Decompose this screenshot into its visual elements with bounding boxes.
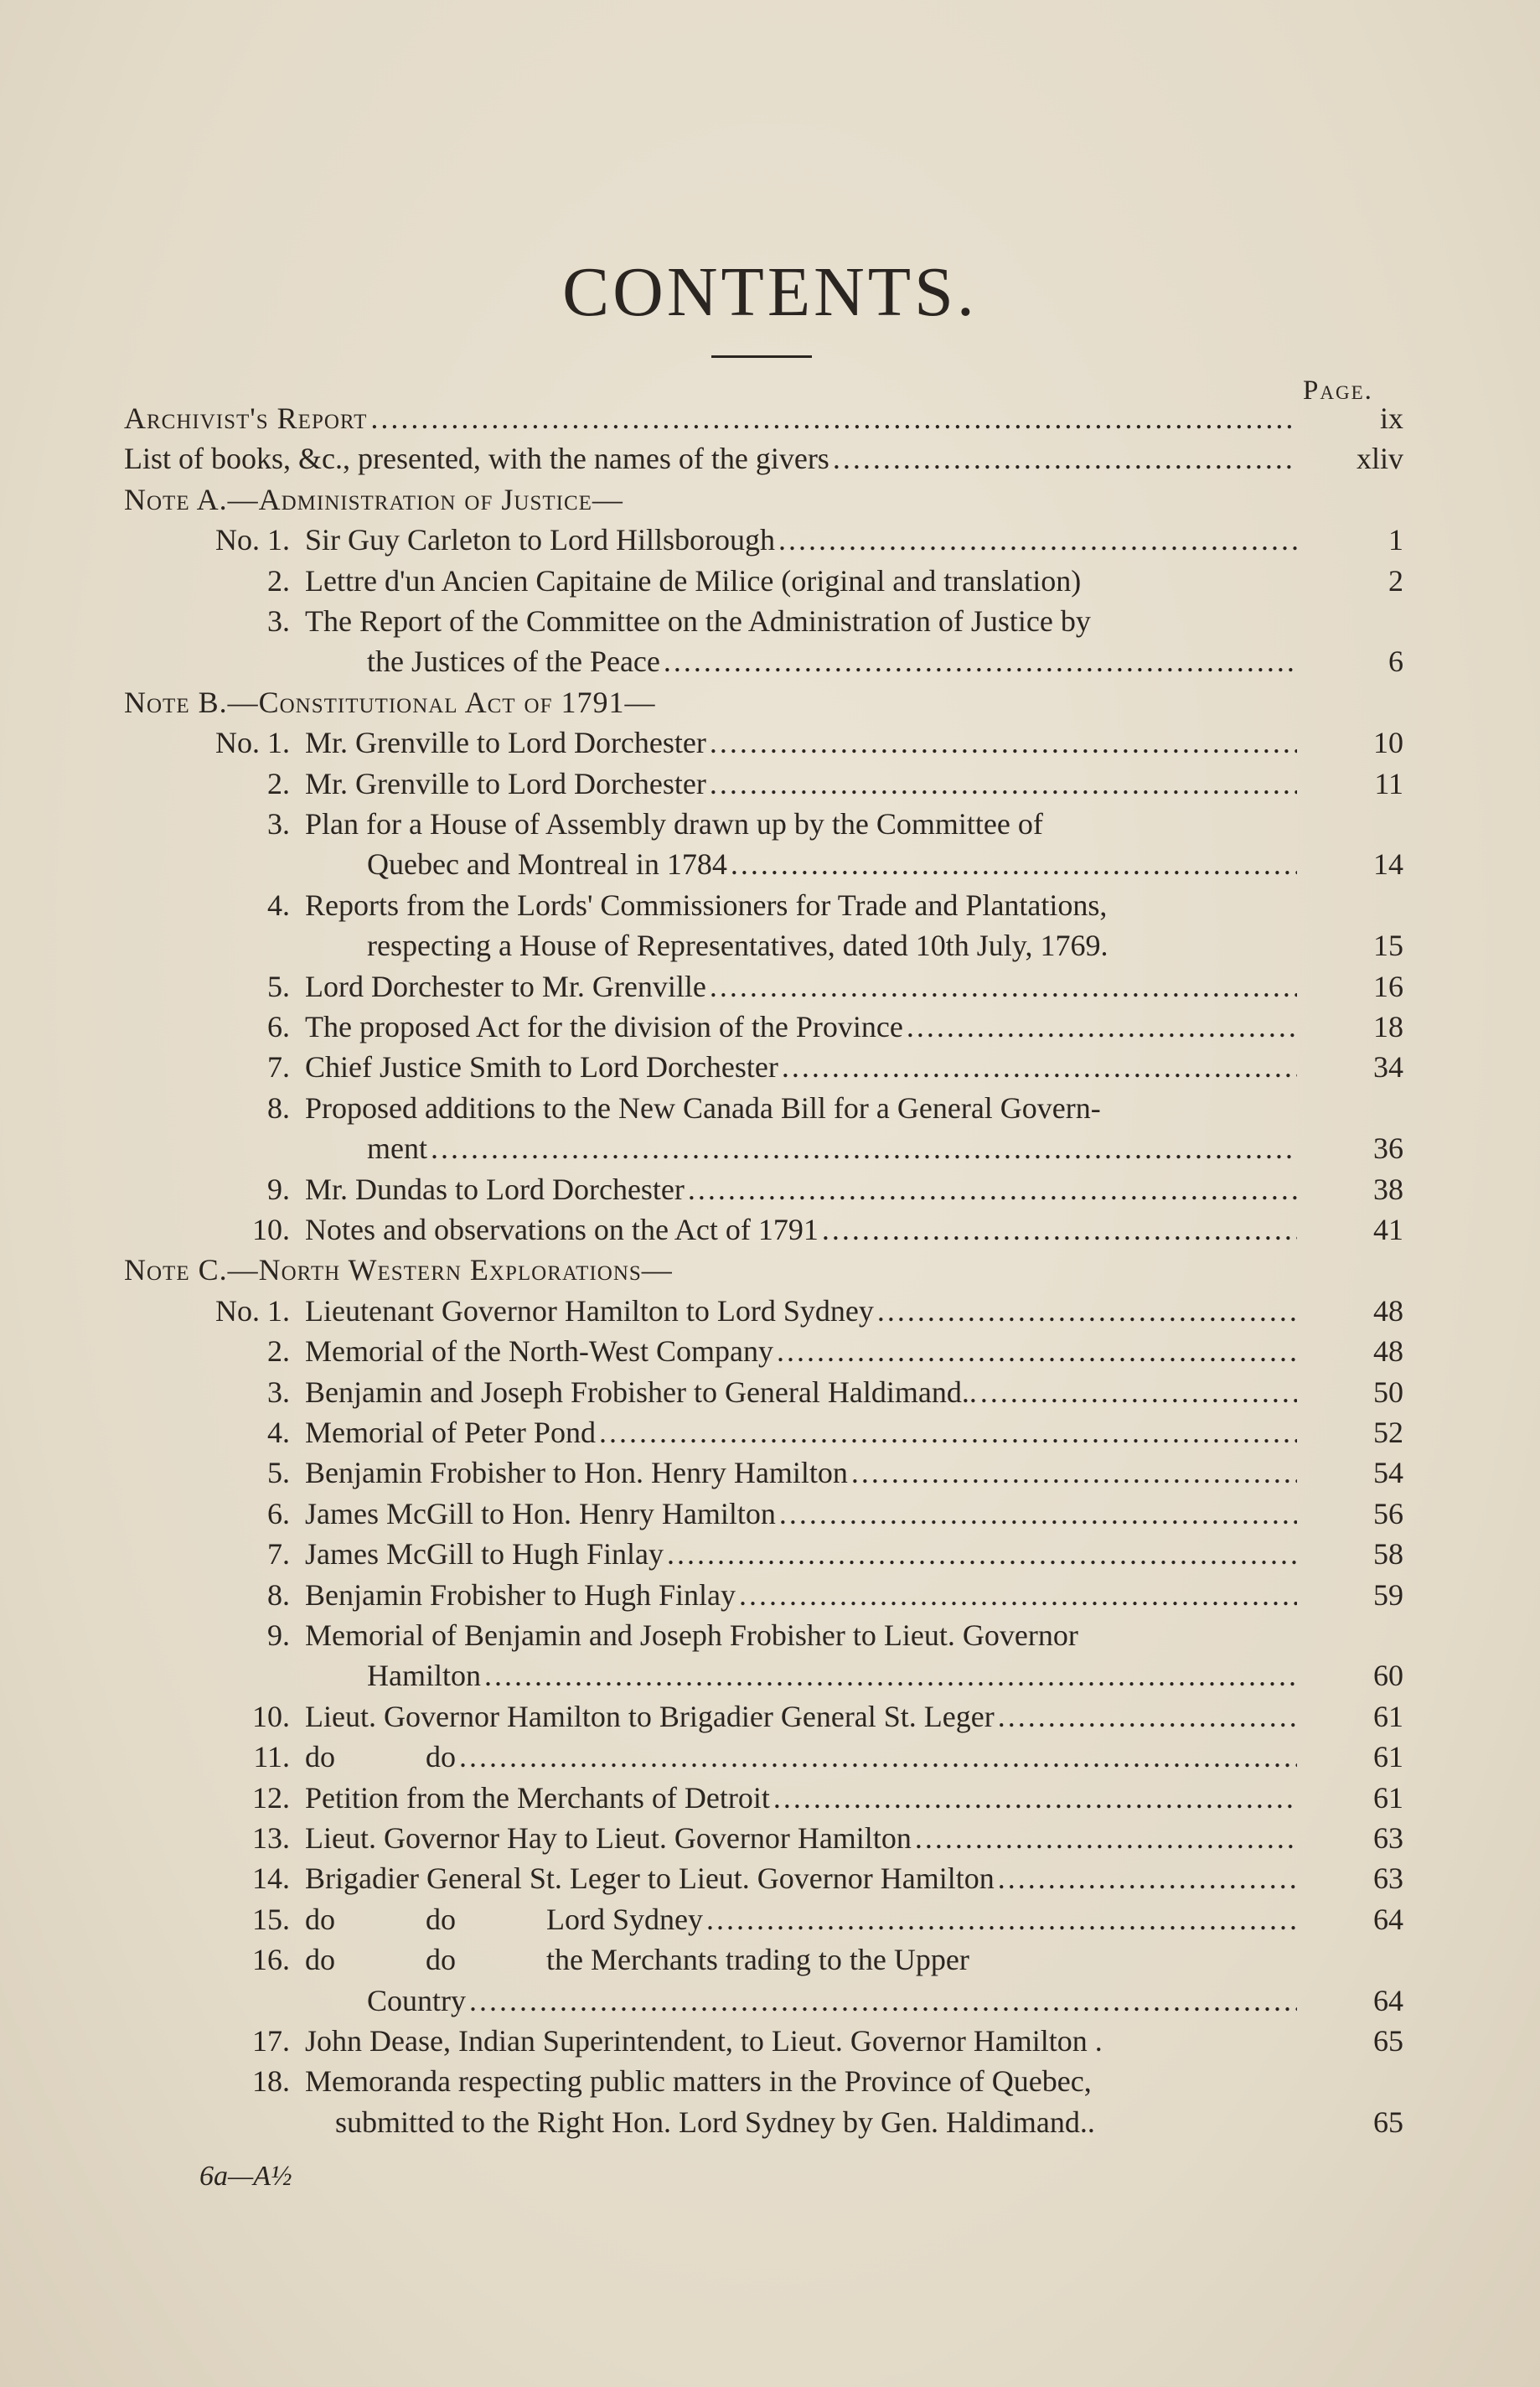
- dot-leader: [664, 1535, 1297, 1573]
- toc-entry: [305, 1737, 1297, 1776]
- toc-entry-number: 9.: [267, 1173, 290, 1206]
- toc-entry-number: 2.: [267, 1334, 290, 1368]
- toc-entry-title: The proposed Act for the division of the Province: [305, 1010, 903, 1043]
- toc-entry: [305, 1779, 1297, 1817]
- toc-entry-number: 10.: [252, 1213, 290, 1246]
- dot-leader: [481, 1656, 1297, 1695]
- dot-leader: [736, 1576, 1297, 1614]
- toc-entry: [305, 520, 1297, 559]
- toc-section-heading: [124, 683, 1297, 722]
- toc-entry: [305, 1292, 1297, 1330]
- toc-entry-title: Hamilton: [367, 1659, 481, 1692]
- toc-entry-title: Lieut. Governor Hay to Lieut. Governor Hamilton: [305, 1821, 912, 1855]
- toc-page-number: 41: [1373, 1213, 1403, 1246]
- toc-entry: [305, 1453, 1297, 1492]
- toc-entry: [305, 1819, 1297, 1857]
- toc-entry-number: 15.: [252, 1903, 290, 1936]
- toc-entry-title: Note A.—Administration of Justice—: [124, 483, 623, 516]
- dot-leader: [874, 1292, 1297, 1330]
- toc-entry-title: Notes and observations on the Act of 1791: [305, 1213, 819, 1246]
- toc-page-number: 59: [1373, 1578, 1403, 1612]
- toc-entry-title: Mr. Dundas to Lord Dorchester: [305, 1173, 685, 1206]
- toc-page-number: 14: [1373, 847, 1403, 881]
- toc-page-number: 11: [1374, 767, 1403, 800]
- toc-entry-number: 7.: [267, 1050, 290, 1084]
- dot-leader: [776, 1494, 1297, 1533]
- toc-entry-title: Lieut. Governor Hamilton to Brigadier General St. Leger: [305, 1700, 995, 1733]
- dot-leader: [995, 1859, 1297, 1898]
- toc-page-number: 1: [1388, 523, 1403, 557]
- toc-page-number: 6: [1388, 645, 1403, 678]
- toc-entry-number: 2.: [267, 564, 290, 598]
- toc-entry: [305, 602, 1297, 640]
- toc-entry: [305, 2022, 1297, 2060]
- toc-page-number: 50: [1373, 1375, 1403, 1409]
- toc-entry: [367, 1129, 1297, 1168]
- toc-page-number: 34: [1373, 1050, 1403, 1084]
- toc-entry-number: 14.: [252, 1861, 290, 1895]
- page-title: CONTENTS.: [562, 253, 978, 331]
- toc-entry: [305, 1535, 1297, 1573]
- toc-entry: [305, 764, 1297, 803]
- dot-leader: [685, 1170, 1297, 1209]
- toc-page-number: 2: [1388, 564, 1403, 598]
- toc-entry-number: 8.: [267, 1578, 290, 1612]
- toc-entry: [367, 845, 1297, 883]
- toc-entry-number: 9.: [267, 1618, 290, 1652]
- toc-entry-title: Quebec and Montreal in 1784: [367, 847, 727, 881]
- signature-mark: 6a—A½: [199, 2161, 292, 2192]
- toc-entry-title: Note B.—Constitutional Act of 1791—: [124, 686, 656, 719]
- toc-page-number: 64: [1373, 1903, 1403, 1936]
- dot-leader: [819, 1210, 1297, 1249]
- toc-entry: [305, 1210, 1297, 1249]
- toc-entry-number: 5.: [267, 1456, 290, 1489]
- toc-page-number: 56: [1373, 1497, 1403, 1530]
- toc-entry-number: 6.: [267, 1497, 290, 1530]
- toc-entry-title: John Dease, Indian Superintendent, to Lieut. Governor Hamilton .: [305, 2024, 1103, 2058]
- toc-entry-number: 4.: [267, 888, 290, 922]
- toc-entry-number: 7.: [267, 1537, 290, 1571]
- toc-page-number: 65: [1373, 2105, 1403, 2139]
- toc-section-heading: [124, 439, 1297, 478]
- toc-page-number: 36: [1373, 1131, 1403, 1165]
- toc-entry-number: 6.: [267, 1010, 290, 1043]
- toc-entry-title: Brigadier General St. Leger to Lieut. Governor Hamilton: [305, 1861, 995, 1895]
- toc-entry-title: Benjamin Frobisher to Hugh Finlay: [305, 1578, 736, 1612]
- toc-entry-number: 13.: [252, 1821, 290, 1855]
- toc-entry: [367, 1656, 1297, 1695]
- toc-entry-title: List of books, &c., presented, with the names of the givers: [124, 442, 829, 475]
- toc-entry-number: 10.: [252, 1700, 290, 1733]
- toc-page-number: 63: [1373, 1861, 1403, 1895]
- toc-entry-title: Archivist's Report: [124, 401, 368, 435]
- toc-entry-title: Note C.—North Western Explorations—: [124, 1253, 673, 1287]
- toc-entry-title: ment: [367, 1131, 427, 1165]
- toc-page-number: 38: [1373, 1173, 1403, 1206]
- toc-entry-title: The Report of the Committee on the Administration of Justice by: [305, 604, 1091, 638]
- dot-leader: [778, 1048, 1297, 1086]
- toc-entry: [305, 1616, 1297, 1654]
- toc-entry-number: 4.: [267, 1416, 290, 1449]
- dot-leader: [706, 967, 1297, 1006]
- toc-entry: [305, 1494, 1297, 1533]
- toc-entry-number: No. 1.: [215, 523, 290, 557]
- toc-entry-title: Proposed additions to the New Canada Bill for a General Govern-: [305, 1091, 1101, 1125]
- toc-entry-title: do do Lord Sydney: [305, 1903, 703, 1936]
- toc-entry: [305, 1576, 1297, 1614]
- dot-leader: [848, 1453, 1297, 1492]
- toc-page-number: 61: [1373, 1700, 1403, 1733]
- toc-page-number: 63: [1373, 1821, 1403, 1855]
- toc-entry-title: Memoranda respecting public matters in the Province of Quebec,: [305, 2064, 1092, 2098]
- toc-page-number: 61: [1373, 1740, 1403, 1773]
- toc-page-number: 16: [1373, 970, 1403, 1003]
- toc-entry-number: 17.: [252, 2024, 290, 2058]
- toc-entry-title: do do the Merchants trading to the Upper: [305, 1943, 969, 1976]
- toc-section-heading: [124, 480, 1297, 519]
- toc-entry-number: No. 1.: [215, 1294, 290, 1328]
- toc-entry-number: 18.: [252, 2064, 290, 2098]
- toc-section-heading: [124, 399, 1297, 438]
- toc-entry: [305, 967, 1297, 1006]
- toc-entry-title: Benjamin and Joseph Frobisher to General Haldimand..: [305, 1375, 977, 1409]
- dot-leader: [703, 1900, 1297, 1939]
- toc-entry: [335, 2103, 1297, 2141]
- toc-entry: [305, 1859, 1297, 1898]
- toc-entry-number: 5.: [267, 970, 290, 1003]
- toc-entry-title: Memorial of Benjamin and Joseph Frobisher to Lieut. Governor: [305, 1618, 1078, 1652]
- toc-page-number: 52: [1373, 1416, 1403, 1449]
- toc-page-number: 15: [1373, 929, 1403, 962]
- toc-entry: [305, 562, 1297, 600]
- toc-entry-number: 11.: [253, 1740, 290, 1773]
- toc-entry-title: Memorial of Peter Pond: [305, 1416, 596, 1449]
- toc-entry: [305, 1900, 1297, 1939]
- dot-leader: [706, 723, 1297, 762]
- toc-entry-title: Lord Dorchester to Mr. Grenville: [305, 970, 706, 1003]
- toc-entry-title: the Justices of the Peace: [367, 645, 660, 678]
- toc-entry-title: Benjamin Frobisher to Hon. Henry Hamilton: [305, 1456, 848, 1489]
- toc-entry: [367, 926, 1297, 965]
- toc-entry: [305, 805, 1297, 843]
- toc-page-number: 10: [1373, 726, 1403, 759]
- toc-page-number: 48: [1373, 1294, 1403, 1328]
- toc-entry-title: Mr. Grenville to Lord Dorchester: [305, 767, 706, 800]
- toc-page-number: 58: [1373, 1537, 1403, 1571]
- dot-leader: [596, 1413, 1297, 1452]
- dot-leader: [427, 1129, 1297, 1168]
- toc-entry-title: respecting a House of Representatives, dated 10th July, 1769.: [367, 929, 1108, 962]
- toc-entry-number: 2.: [267, 767, 290, 800]
- dot-leader: [367, 399, 1297, 438]
- dot-leader: [770, 1779, 1297, 1817]
- dot-leader: [995, 1697, 1297, 1736]
- toc-entry-number: 16.: [252, 1943, 290, 1976]
- toc-entry-title: Lettre d'un Ancien Capitaine de Milice (original and translation): [305, 564, 1082, 598]
- toc-entry-title: James McGill to Hon. Henry Hamilton: [305, 1497, 776, 1530]
- toc-entry: [305, 886, 1297, 924]
- toc-entry-title: Memorial of the North-West Company: [305, 1334, 773, 1368]
- toc-entry-title: Petition from the Merchants of Detroit: [305, 1781, 770, 1815]
- dot-leader: [660, 642, 1297, 681]
- toc-entry: [305, 1697, 1297, 1736]
- toc-entry-title: Plan for a House of Assembly drawn up by the Committee of: [305, 807, 1043, 841]
- toc-page-number: 64: [1373, 1984, 1403, 2017]
- toc-entry-title: Reports from the Lords' Commissioners for Trade and Plantations,: [305, 888, 1108, 922]
- toc-page-number: xliv: [1356, 442, 1403, 475]
- toc-entry-number: 3.: [267, 1375, 290, 1409]
- dot-leader: [706, 764, 1297, 803]
- dot-leader: [775, 520, 1297, 559]
- dot-leader: [456, 1737, 1297, 1776]
- toc-entry: [305, 1007, 1297, 1046]
- toc-entry-title: Chief Justice Smith to Lord Dorchester: [305, 1050, 778, 1084]
- toc-entry: [305, 1170, 1297, 1209]
- dot-leader: [773, 1332, 1297, 1370]
- toc-entry: [367, 642, 1297, 681]
- toc-section-heading: [124, 1250, 1297, 1289]
- toc-entry: [367, 1981, 1297, 2020]
- dot-leader: [466, 1981, 1297, 2020]
- toc-entry-title: Lieutenant Governor Hamilton to Lord Sydney: [305, 1294, 874, 1328]
- dot-leader: [912, 1819, 1297, 1857]
- toc-page-number: 60: [1373, 1659, 1403, 1692]
- toc-entry-number: 3.: [267, 807, 290, 841]
- toc-entry: [305, 1413, 1297, 1452]
- toc-entry-title: Sir Guy Carleton to Lord Hillsborough: [305, 523, 775, 557]
- toc-entry: [305, 723, 1297, 762]
- toc-page-number: 61: [1373, 1781, 1403, 1815]
- toc-entry: [305, 1048, 1297, 1086]
- toc-entry-title: Country: [367, 1984, 467, 2017]
- toc-entry-number: 12.: [252, 1781, 290, 1815]
- dot-leader: [727, 845, 1297, 883]
- toc-entry-title: James McGill to Hugh Finlay: [305, 1537, 664, 1571]
- toc-entry-number: 3.: [267, 604, 290, 638]
- title-rule: [711, 355, 812, 358]
- toc-entry: [305, 2062, 1297, 2100]
- toc-entry-title: Mr. Grenville to Lord Dorchester: [305, 726, 706, 759]
- toc-entry: [305, 1332, 1297, 1370]
- toc-page-number: 54: [1373, 1456, 1403, 1489]
- toc-page-number: 65: [1373, 2024, 1403, 2058]
- dot-leader: [903, 1007, 1297, 1046]
- toc-entry-title: do do: [305, 1740, 456, 1773]
- dot-leader: [977, 1373, 1297, 1411]
- toc-page-number: ix: [1379, 401, 1403, 435]
- toc-entry: [305, 1373, 1297, 1411]
- toc-entry-number: No. 1.: [215, 726, 290, 759]
- dot-leader: [829, 439, 1297, 478]
- toc-entry: [305, 1089, 1297, 1127]
- toc-page-number: 18: [1373, 1010, 1403, 1043]
- toc-entry: [305, 1940, 1297, 1979]
- toc-page-number: 48: [1373, 1334, 1403, 1368]
- page-column-header: Page.: [1303, 375, 1373, 406]
- toc-entry-number: 8.: [267, 1091, 290, 1125]
- toc-entry-title: submitted to the Right Hon. Lord Sydney by Gen. Haldimand..: [335, 2105, 1095, 2139]
